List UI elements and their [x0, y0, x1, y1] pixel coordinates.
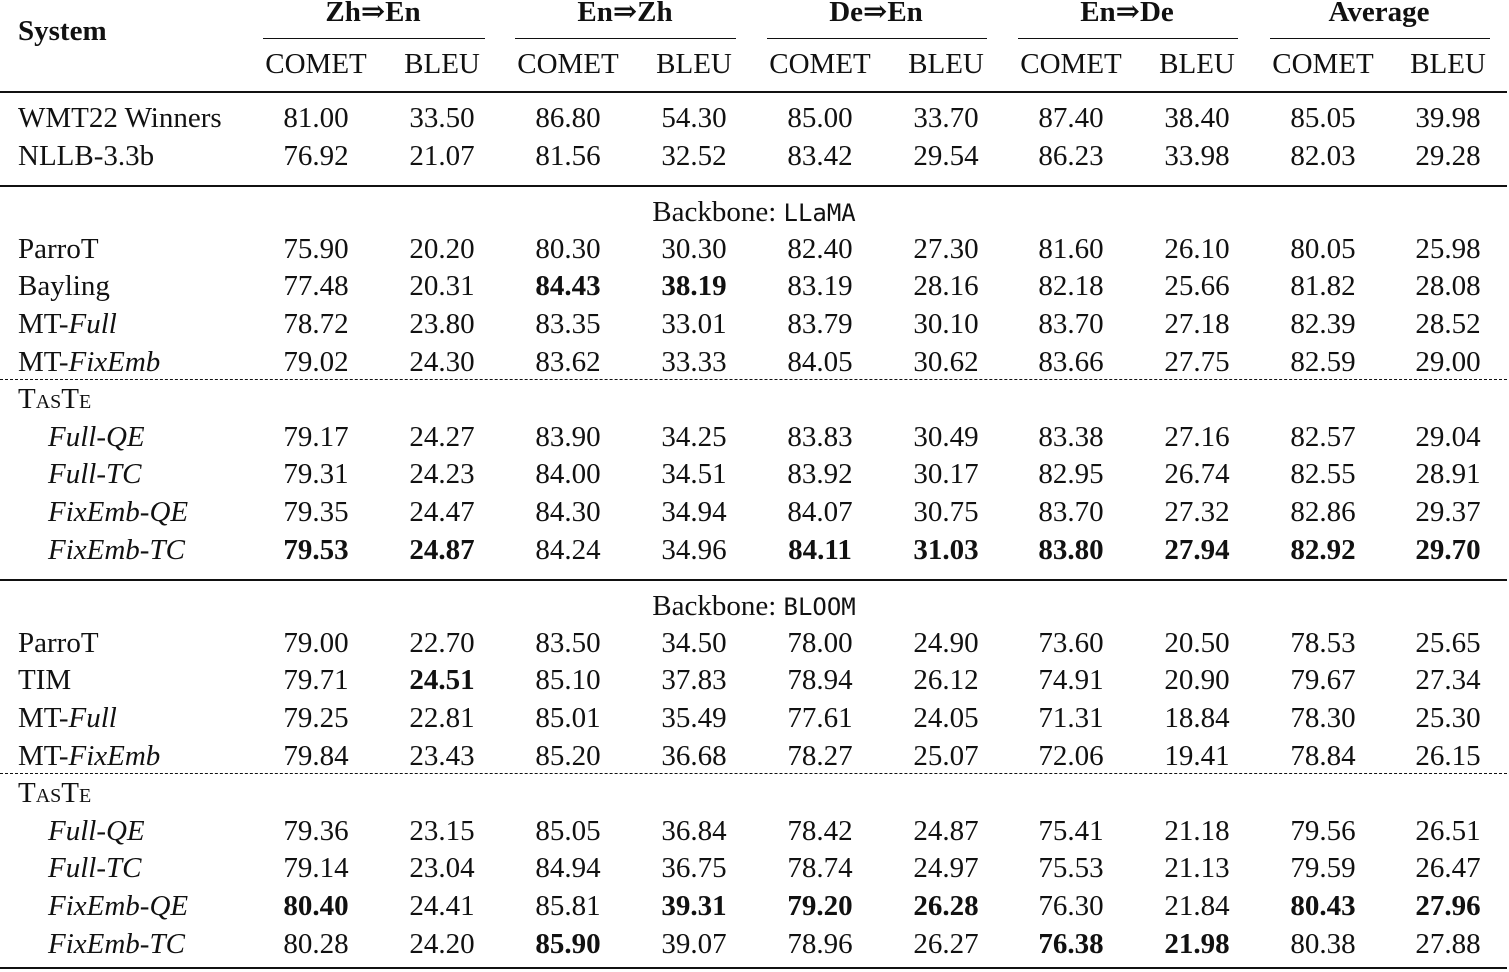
header-rule	[0, 91, 1507, 93]
system-name-prefix: MT-	[18, 702, 69, 734]
section-rule	[0, 185, 1507, 187]
score-cell: 79.84	[283, 739, 349, 772]
system-name-italic: Full	[68, 702, 117, 734]
metric-header: COMET	[1020, 48, 1122, 80]
score-cell: 30.30	[661, 232, 727, 265]
score-cell: 79.25	[283, 702, 349, 734]
score-cell: 83.79	[787, 308, 853, 340]
score-cell: 28.91	[1415, 458, 1481, 491]
score-cell: 85.10	[535, 664, 601, 697]
score-cell: 27.94	[1164, 533, 1230, 566]
score-cell: 21.18	[1164, 814, 1230, 847]
score-cell: 24.41	[409, 890, 475, 922]
system-name: TIM	[18, 664, 72, 697]
score-cell: 78.00	[787, 626, 853, 659]
score-cell: 24.87	[913, 814, 979, 847]
score-cell: 80.28	[283, 927, 349, 960]
score-cell: 79.00	[283, 626, 349, 659]
score-cell: 21.13	[1164, 852, 1230, 885]
score-cell: 24.90	[913, 626, 979, 659]
score-cell: 34.51	[661, 458, 727, 491]
score-cell: 20.31	[409, 270, 475, 303]
score-cell: 83.92	[787, 458, 853, 491]
score-cell: 36.84	[661, 814, 727, 847]
score-cell: 77.61	[787, 702, 853, 734]
group-header: En⇒Zh	[577, 0, 673, 28]
score-cell: 81.56	[535, 139, 601, 172]
score-cell: 83.66	[1038, 345, 1104, 378]
score-cell: 24.30	[409, 345, 475, 378]
score-cell: 76.92	[283, 139, 349, 172]
score-cell: 82.03	[1290, 139, 1356, 172]
score-cell: 83.35	[535, 308, 601, 340]
score-cell: 29.28	[1415, 139, 1481, 172]
method-group-label: TasTe	[18, 777, 92, 810]
score-cell: 29.37	[1415, 496, 1481, 528]
metric-header: COMET	[1272, 48, 1374, 80]
score-cell: 79.17	[283, 420, 349, 453]
metric-header: COMET	[769, 48, 871, 80]
score-cell: 29.70	[1415, 533, 1481, 566]
score-cell: 25.30	[1415, 702, 1481, 734]
score-cell: 72.06	[1038, 739, 1104, 772]
score-cell: 54.30	[661, 102, 727, 134]
score-cell: 21.84	[1164, 890, 1230, 922]
score-cell: 37.83	[661, 664, 727, 697]
score-cell: 84.00	[535, 458, 601, 491]
system-name-italic: Full	[68, 308, 117, 340]
group-header: En⇒De	[1080, 0, 1174, 28]
score-cell: 27.34	[1415, 664, 1481, 697]
group-underline	[1018, 38, 1238, 39]
score-cell: 80.40	[283, 890, 349, 922]
score-cell: 82.18	[1038, 270, 1104, 303]
score-cell: 26.51	[1415, 814, 1481, 847]
score-cell: 74.91	[1038, 664, 1104, 697]
score-cell: 27.18	[1164, 308, 1230, 340]
score-cell: 85.90	[535, 927, 601, 960]
score-cell: 80.30	[535, 232, 601, 265]
score-cell: 26.74	[1164, 458, 1230, 491]
metric-header: COMET	[517, 48, 619, 80]
score-cell: 76.38	[1038, 927, 1104, 960]
score-cell: 79.36	[283, 814, 349, 847]
score-cell: 27.32	[1164, 496, 1230, 528]
score-cell: 38.40	[1164, 102, 1230, 134]
score-cell: 18.84	[1164, 702, 1230, 734]
score-cell: 84.43	[535, 270, 601, 303]
score-cell: 83.38	[1038, 420, 1104, 453]
score-cell: 84.94	[535, 852, 601, 885]
score-cell: 78.94	[787, 664, 853, 697]
system-name	[48, 495, 188, 529]
score-cell: 30.49	[913, 420, 979, 453]
score-cell: 32.52	[661, 139, 727, 172]
score-cell: 75.41	[1038, 814, 1104, 847]
system-name-prefix: MT-	[18, 308, 69, 340]
system-name: NLLB-3.3b	[18, 139, 155, 172]
system-name-italic: Full-TC	[48, 458, 142, 491]
score-cell: 34.50	[661, 626, 727, 659]
score-cell: 28.52	[1415, 308, 1481, 340]
score-cell: 79.20	[787, 890, 853, 922]
score-cell: 85.05	[1290, 102, 1356, 134]
backbone-name: LLaMA	[783, 199, 856, 228]
score-cell: 84.07	[787, 496, 853, 528]
score-cell: 26.47	[1415, 852, 1481, 885]
system-name	[48, 457, 141, 491]
score-cell: 83.50	[535, 626, 601, 659]
system-name-prefix: MT-	[18, 739, 69, 772]
section-rule	[0, 579, 1507, 581]
score-cell: 39.07	[661, 927, 727, 960]
score-cell: 75.90	[283, 232, 349, 265]
group-underline	[263, 38, 485, 39]
system-name	[48, 889, 188, 923]
system-name	[48, 420, 145, 454]
group-underline	[515, 38, 736, 39]
score-cell: 82.59	[1290, 345, 1356, 378]
score-cell: 24.51	[409, 664, 475, 697]
system-name-italic: FixEmb-TC	[48, 927, 185, 960]
score-cell: 84.11	[788, 533, 852, 566]
score-cell: 30.17	[913, 458, 979, 491]
score-cell: 20.90	[1164, 664, 1230, 697]
score-cell: 80.43	[1290, 890, 1356, 922]
group-header: Average	[1328, 0, 1430, 28]
score-cell: 83.62	[535, 345, 601, 378]
system-name	[18, 739, 160, 773]
score-cell: 27.75	[1164, 345, 1230, 378]
score-cell: 27.16	[1164, 420, 1230, 453]
score-cell: 23.43	[409, 739, 475, 772]
dashed-separator	[0, 773, 1507, 774]
system-name: ParroT	[18, 232, 99, 265]
score-cell: 33.33	[661, 345, 727, 378]
score-cell: 23.15	[409, 814, 475, 847]
score-cell: 26.10	[1164, 232, 1230, 265]
score-cell: 33.98	[1164, 139, 1230, 172]
score-cell: 24.23	[409, 458, 475, 491]
metric-header: BLEU	[656, 48, 732, 80]
score-cell: 79.14	[283, 852, 349, 885]
score-cell: 24.47	[409, 496, 475, 528]
group-header: De⇒En	[829, 0, 923, 28]
score-cell: 81.82	[1290, 270, 1356, 303]
score-cell: 78.42	[787, 814, 853, 847]
score-cell: 25.65	[1415, 626, 1481, 659]
system-header: System	[18, 15, 107, 47]
system-name-italic: FixEmb	[68, 345, 161, 378]
score-cell: 77.48	[283, 270, 349, 303]
dashed-separator	[0, 379, 1507, 380]
score-cell: 83.19	[787, 270, 853, 303]
score-cell: 85.00	[787, 102, 853, 134]
score-cell: 31.03	[913, 533, 979, 566]
score-cell: 82.95	[1038, 458, 1104, 491]
bottom-rule	[0, 967, 1507, 969]
metric-header: BLEU	[1159, 48, 1235, 80]
score-cell: 86.23	[1038, 139, 1104, 172]
score-cell: 34.96	[661, 533, 727, 566]
score-cell: 79.56	[1290, 814, 1356, 847]
backbone-prefix: Backbone:	[652, 590, 784, 623]
score-cell: 76.30	[1038, 890, 1104, 922]
system-name-italic: FixEmb-QE	[48, 496, 189, 528]
score-cell: 20.50	[1164, 626, 1230, 659]
score-cell: 81.60	[1038, 232, 1104, 265]
score-cell: 83.80	[1038, 533, 1104, 566]
score-cell: 24.27	[409, 420, 475, 453]
system-name: Bayling	[18, 270, 110, 303]
system-name	[18, 345, 160, 379]
metric-header: BLEU	[1410, 48, 1486, 80]
score-cell: 71.31	[1038, 702, 1104, 734]
score-cell: 83.42	[787, 139, 853, 172]
score-cell: 26.28	[913, 890, 979, 922]
score-cell: 29.04	[1415, 420, 1481, 453]
score-cell: 78.27	[787, 739, 853, 772]
score-cell: 78.84	[1290, 739, 1356, 772]
score-cell: 34.94	[661, 496, 727, 528]
score-cell: 33.70	[913, 102, 979, 134]
score-cell: 84.24	[535, 533, 601, 566]
system-name	[48, 533, 185, 567]
score-cell: 82.39	[1290, 308, 1356, 340]
score-cell: 79.35	[283, 496, 349, 528]
score-cell: 86.80	[535, 102, 601, 134]
score-cell: 24.05	[913, 702, 979, 734]
backbone-prefix: Backbone:	[652, 196, 784, 229]
score-cell: 87.40	[1038, 102, 1104, 134]
metric-header: BLEU	[404, 48, 480, 80]
score-cell: 30.75	[913, 496, 979, 528]
score-cell: 83.90	[535, 420, 601, 453]
score-cell: 20.20	[409, 232, 475, 265]
score-cell: 82.55	[1290, 458, 1356, 491]
score-cell: 23.80	[409, 308, 475, 340]
score-cell: 21.07	[409, 139, 475, 172]
score-cell: 83.70	[1038, 308, 1104, 340]
score-cell: 27.96	[1415, 890, 1481, 922]
system-name	[48, 851, 141, 885]
score-cell: 82.92	[1290, 533, 1356, 566]
score-cell: 27.88	[1415, 927, 1481, 960]
backbone-title	[652, 195, 856, 230]
score-cell: 79.59	[1290, 852, 1356, 885]
score-cell: 80.05	[1290, 232, 1356, 265]
score-cell: 36.75	[661, 852, 727, 885]
score-cell: 78.74	[787, 852, 853, 885]
system-name: WMT22 Winners	[18, 102, 222, 134]
score-cell: 78.30	[1290, 702, 1356, 734]
score-cell: 34.25	[661, 420, 727, 453]
score-cell: 79.67	[1290, 664, 1356, 697]
score-cell: 33.50	[409, 102, 475, 134]
score-cell: 28.08	[1415, 270, 1481, 303]
score-cell: 39.98	[1415, 102, 1481, 134]
score-cell: 25.66	[1164, 270, 1230, 303]
score-cell: 79.53	[283, 533, 349, 566]
score-cell: 26.15	[1415, 739, 1481, 772]
score-cell: 33.01	[661, 308, 727, 340]
score-cell: 24.87	[409, 533, 475, 566]
score-cell: 25.07	[913, 739, 979, 772]
score-cell: 27.30	[913, 232, 979, 265]
score-cell: 79.02	[283, 345, 349, 378]
score-cell: 79.71	[283, 664, 349, 697]
group-underline	[767, 38, 987, 39]
score-cell: 21.98	[1164, 927, 1230, 960]
system-name	[18, 701, 117, 735]
score-cell: 80.38	[1290, 927, 1356, 960]
score-cell: 85.81	[535, 890, 601, 922]
score-cell: 85.20	[535, 739, 601, 772]
score-cell: 29.00	[1415, 345, 1481, 378]
method-group-label: TasTe	[18, 383, 92, 416]
system-name-prefix: MT-	[18, 345, 69, 378]
score-cell: 23.04	[409, 852, 475, 885]
score-cell: 22.81	[409, 702, 475, 734]
score-cell: 29.54	[913, 139, 979, 172]
score-cell: 38.19	[661, 270, 727, 303]
score-cell: 81.00	[283, 102, 349, 134]
metric-header: BLEU	[908, 48, 984, 80]
score-cell: 35.49	[661, 702, 727, 734]
score-cell: 78.53	[1290, 626, 1356, 659]
metric-header: COMET	[265, 48, 367, 80]
group-header: Zh⇒En	[325, 0, 421, 28]
system-name-italic: FixEmb-TC	[48, 533, 185, 566]
score-cell: 28.16	[913, 270, 979, 303]
score-cell: 19.41	[1164, 739, 1230, 772]
backbone-name: BLOOM	[783, 593, 856, 622]
system-name: ParroT	[18, 626, 99, 659]
score-cell: 25.98	[1415, 232, 1481, 265]
score-cell: 39.31	[661, 890, 727, 922]
system-name	[48, 814, 145, 848]
score-cell: 26.27	[913, 927, 979, 960]
score-cell: 24.97	[913, 852, 979, 885]
score-cell: 24.20	[409, 927, 475, 960]
system-name	[18, 307, 117, 341]
system-name-italic: Full-QE	[48, 814, 145, 847]
score-cell: 78.96	[787, 927, 853, 960]
system-name-italic: FixEmb-QE	[48, 890, 189, 922]
system-name-italic: FixEmb	[68, 739, 161, 772]
score-cell: 26.12	[913, 664, 979, 697]
score-cell: 73.60	[1038, 626, 1104, 659]
score-cell: 75.53	[1038, 852, 1104, 885]
score-cell: 82.86	[1290, 496, 1356, 528]
score-cell: 84.05	[787, 345, 853, 378]
backbone-title	[652, 589, 856, 624]
score-cell: 30.10	[913, 308, 979, 340]
score-cell: 83.70	[1038, 496, 1104, 528]
score-cell: 36.68	[661, 739, 727, 772]
score-cell: 30.62	[913, 345, 979, 378]
score-cell: 85.05	[535, 814, 601, 847]
score-cell: 84.30	[535, 496, 601, 528]
system-name	[48, 927, 185, 961]
score-cell: 79.31	[283, 458, 349, 491]
score-cell: 83.83	[787, 420, 853, 453]
group-underline	[1270, 38, 1490, 39]
score-cell: 82.57	[1290, 420, 1356, 453]
score-cell: 22.70	[409, 626, 475, 659]
score-cell: 82.40	[787, 232, 853, 265]
score-cell: 85.01	[535, 702, 601, 734]
system-name-italic: Full-TC	[48, 852, 142, 885]
score-cell: 78.72	[283, 308, 349, 340]
system-name-italic: Full-QE	[48, 420, 145, 453]
